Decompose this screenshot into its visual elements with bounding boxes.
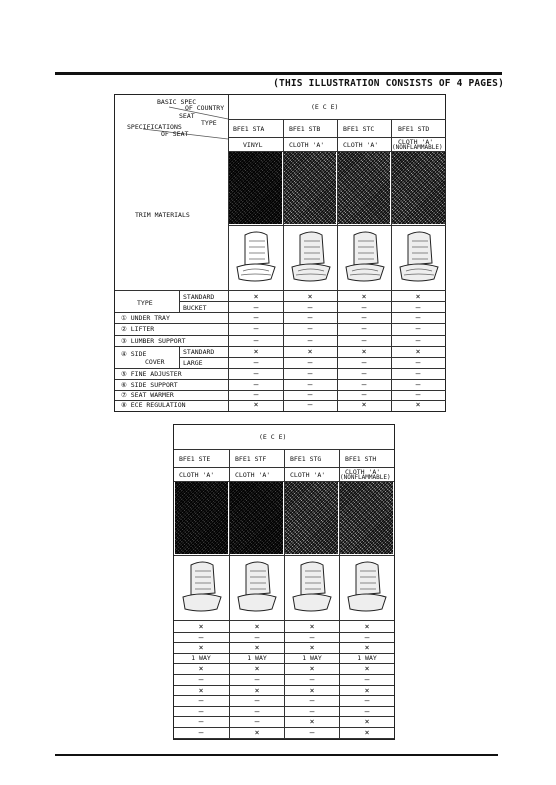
spec-mark: × [307,347,313,356]
row-rule [174,642,394,643]
row-rule [174,674,394,675]
spec-mark: – [254,717,260,727]
spec-mark: – [253,390,259,399]
trim-swatch [284,152,336,224]
spec-mark: – [307,303,313,312]
spec-mark: × [361,347,367,356]
seat-label: SEAT [179,112,195,120]
spec-mark: – [309,696,315,706]
col-material: CLOTH 'A' [343,141,379,149]
row-label: ① UNDER TRAY [121,314,170,322]
spec-mark: – [253,303,259,312]
seat-illustration [342,559,392,617]
country-label: (E C E) [311,103,339,111]
spec-mark: – [364,675,370,684]
bottom-rule [55,754,498,756]
col-material: CLOTH 'A' [345,468,381,476]
trim-swatch [340,482,393,554]
spec-mark: – [415,336,421,345]
spec-table-1 [114,94,446,412]
spec-mark: × [254,664,260,674]
seat-illustration [287,559,337,617]
spec-mark: – [198,728,204,737]
row-label: ⑧ ECE REGULATION [121,401,186,409]
spec-mark: × [361,400,367,409]
col-material: CLOTH 'A' [235,471,271,479]
spec-mark: – [198,706,204,716]
row-label: ⑦ SEAT WARMER [121,391,174,399]
spec-mark: × [254,685,260,695]
spec-mark: × [254,643,260,653]
col-code: BFE1 STC [343,125,375,133]
row-sub: LARGE [183,359,203,367]
of-country-label: OF COUNTRY [185,104,225,112]
trim-swatch [175,482,228,554]
spec-mark: – [307,358,313,367]
spec-mark: – [307,380,313,389]
spec-mark: – [198,696,204,706]
spec-mark: – [309,675,315,684]
specifications-label: SPECIFICATIONS [127,123,182,131]
row-label: ④ SIDE [121,350,147,358]
spec-mark: 1 WAY [302,653,322,662]
top-rule [55,72,502,75]
spec-mark: × [309,622,315,631]
spec-mark: – [415,390,421,399]
spec-mark: × [364,685,370,695]
spec-mark: – [254,696,260,706]
row-label: ② LIFTER [121,325,155,333]
spec-mark: × [364,643,370,653]
spec-mark: 1 WAY [357,653,377,662]
spec-mark: × [364,728,370,737]
spec-mark: × [198,664,204,674]
spec-mark: × [415,292,421,301]
col-code: BFE1 STH [345,455,377,463]
spec-mark: – [309,728,315,737]
spec-mark: – [415,369,421,378]
spec-mark: × [253,292,259,301]
spec-mark: – [253,380,259,389]
col-code: BFE1 STB [289,125,321,133]
spec-mark: × [253,347,259,356]
spec-mark: – [361,336,367,345]
col-material: CLOTH 'A' [289,141,325,149]
spec-mark: – [253,358,259,367]
spec-mark: × [364,717,370,727]
col-material: VINYL [243,141,263,149]
spec-mark: – [361,390,367,399]
spec-mark: × [415,400,421,409]
spec-mark: – [254,706,260,716]
spec-mark: – [307,390,313,399]
spec-mark: – [309,632,315,642]
row-sub: BUCKET [183,304,207,312]
spec-mark: × [198,685,204,695]
row-label: COVER [145,358,165,366]
col-code: BFE1 STF [235,455,267,463]
spec-mark: – [361,324,367,333]
spec-mark: × [415,347,421,356]
spec-mark: – [364,696,370,706]
trim-swatch [392,152,445,224]
trim-swatch [229,152,282,224]
spec-mark: 1 WAY [247,653,267,662]
row-label: ⑤ FINE ADJUSTER [121,370,182,378]
spec-mark: – [364,706,370,716]
spec-mark: × [309,717,315,727]
spec-mark: × [198,622,204,631]
spec-mark: × [254,622,260,631]
col-material-note: (NONFLAMMABLE) [392,144,443,151]
spec-mark: – [198,675,204,684]
row-rule [174,695,394,696]
spec-mark: – [307,369,313,378]
spec-mark: – [253,324,259,333]
spec-mark: – [361,380,367,389]
spec-mark: × [309,685,315,695]
spec-mark: × [309,664,315,674]
spec-table-2 [173,424,395,740]
basic-spec-label: BASIC SPEC [157,98,197,106]
seat-illustration [340,229,390,287]
row-sub: STANDARD [183,293,215,301]
spec-mark: × [364,664,370,674]
trim-swatch [230,482,283,554]
trim-swatch [285,482,338,554]
spec-mark: – [415,324,421,333]
row-label: ③ LUMBER SUPPORT [121,337,186,345]
seat-illustration [286,229,336,287]
spec-mark: – [415,303,421,312]
trim-swatch [338,152,390,224]
spec-mark: – [198,632,204,642]
spec-mark: – [364,632,370,642]
seat-illustration [232,559,282,617]
col-material: CLOTH 'A' [290,471,326,479]
row-rule [174,706,394,707]
spec-mark: – [361,369,367,378]
row-rule [174,727,394,728]
spec-mark: – [307,324,313,333]
of-seat-label: OF SEAT [161,130,189,138]
spec-mark: × [361,292,367,301]
row-sub: STANDARD [183,348,215,356]
spec-mark: – [198,717,204,727]
spec-mark: – [307,336,313,345]
spec-mark: – [254,675,260,684]
row-label: TYPE [137,299,153,307]
page-note: (THIS ILLUSTRATION CONSISTS OF 4 PAGES) [273,78,504,89]
spec-mark: × [307,292,313,301]
seat-illustration [394,229,444,287]
spec-mark: – [253,336,259,345]
col-material-note: (NONFLAMMABLE) [340,474,391,481]
spec-mark: – [309,706,315,716]
col-code: BFE1 STD [398,125,430,133]
row-label: ⑥ SIDE SUPPORT [121,381,178,389]
spec-mark: – [253,313,259,322]
row-rule [174,663,394,664]
country-label: (E C E) [259,433,287,441]
seat-illustration [177,559,227,617]
spec-mark: – [361,313,367,322]
seat-illustration [231,229,281,287]
col-code: BFE1 STA [233,125,265,133]
col-code: BFE1 STE [179,455,211,463]
spec-mark: – [415,358,421,367]
spec-mark: × [309,643,315,653]
spec-mark: – [307,313,313,322]
spec-mark: × [253,400,259,409]
type-label: TYPE [201,119,217,127]
col-material: CLOTH 'A' [179,471,215,479]
row-rule [174,685,394,686]
spec-mark: – [415,380,421,389]
spec-mark: 1 WAY [191,653,211,662]
row-rule [174,632,394,633]
spec-mark: – [254,632,260,642]
spec-mark: – [415,313,421,322]
spec-mark: × [198,643,204,653]
row-rule [174,738,394,739]
spec-mark: – [361,358,367,367]
col-code: BFE1 STG [290,455,322,463]
spec-mark: × [254,728,260,737]
col-material: CLOTH 'A' [398,138,434,146]
trim-materials-label: TRIM MATERIALS [135,211,190,219]
spec-mark: – [307,400,313,409]
spec-mark: – [253,369,259,378]
row-rule [174,716,394,717]
spec-mark: × [364,622,370,631]
spec-mark: – [361,303,367,312]
